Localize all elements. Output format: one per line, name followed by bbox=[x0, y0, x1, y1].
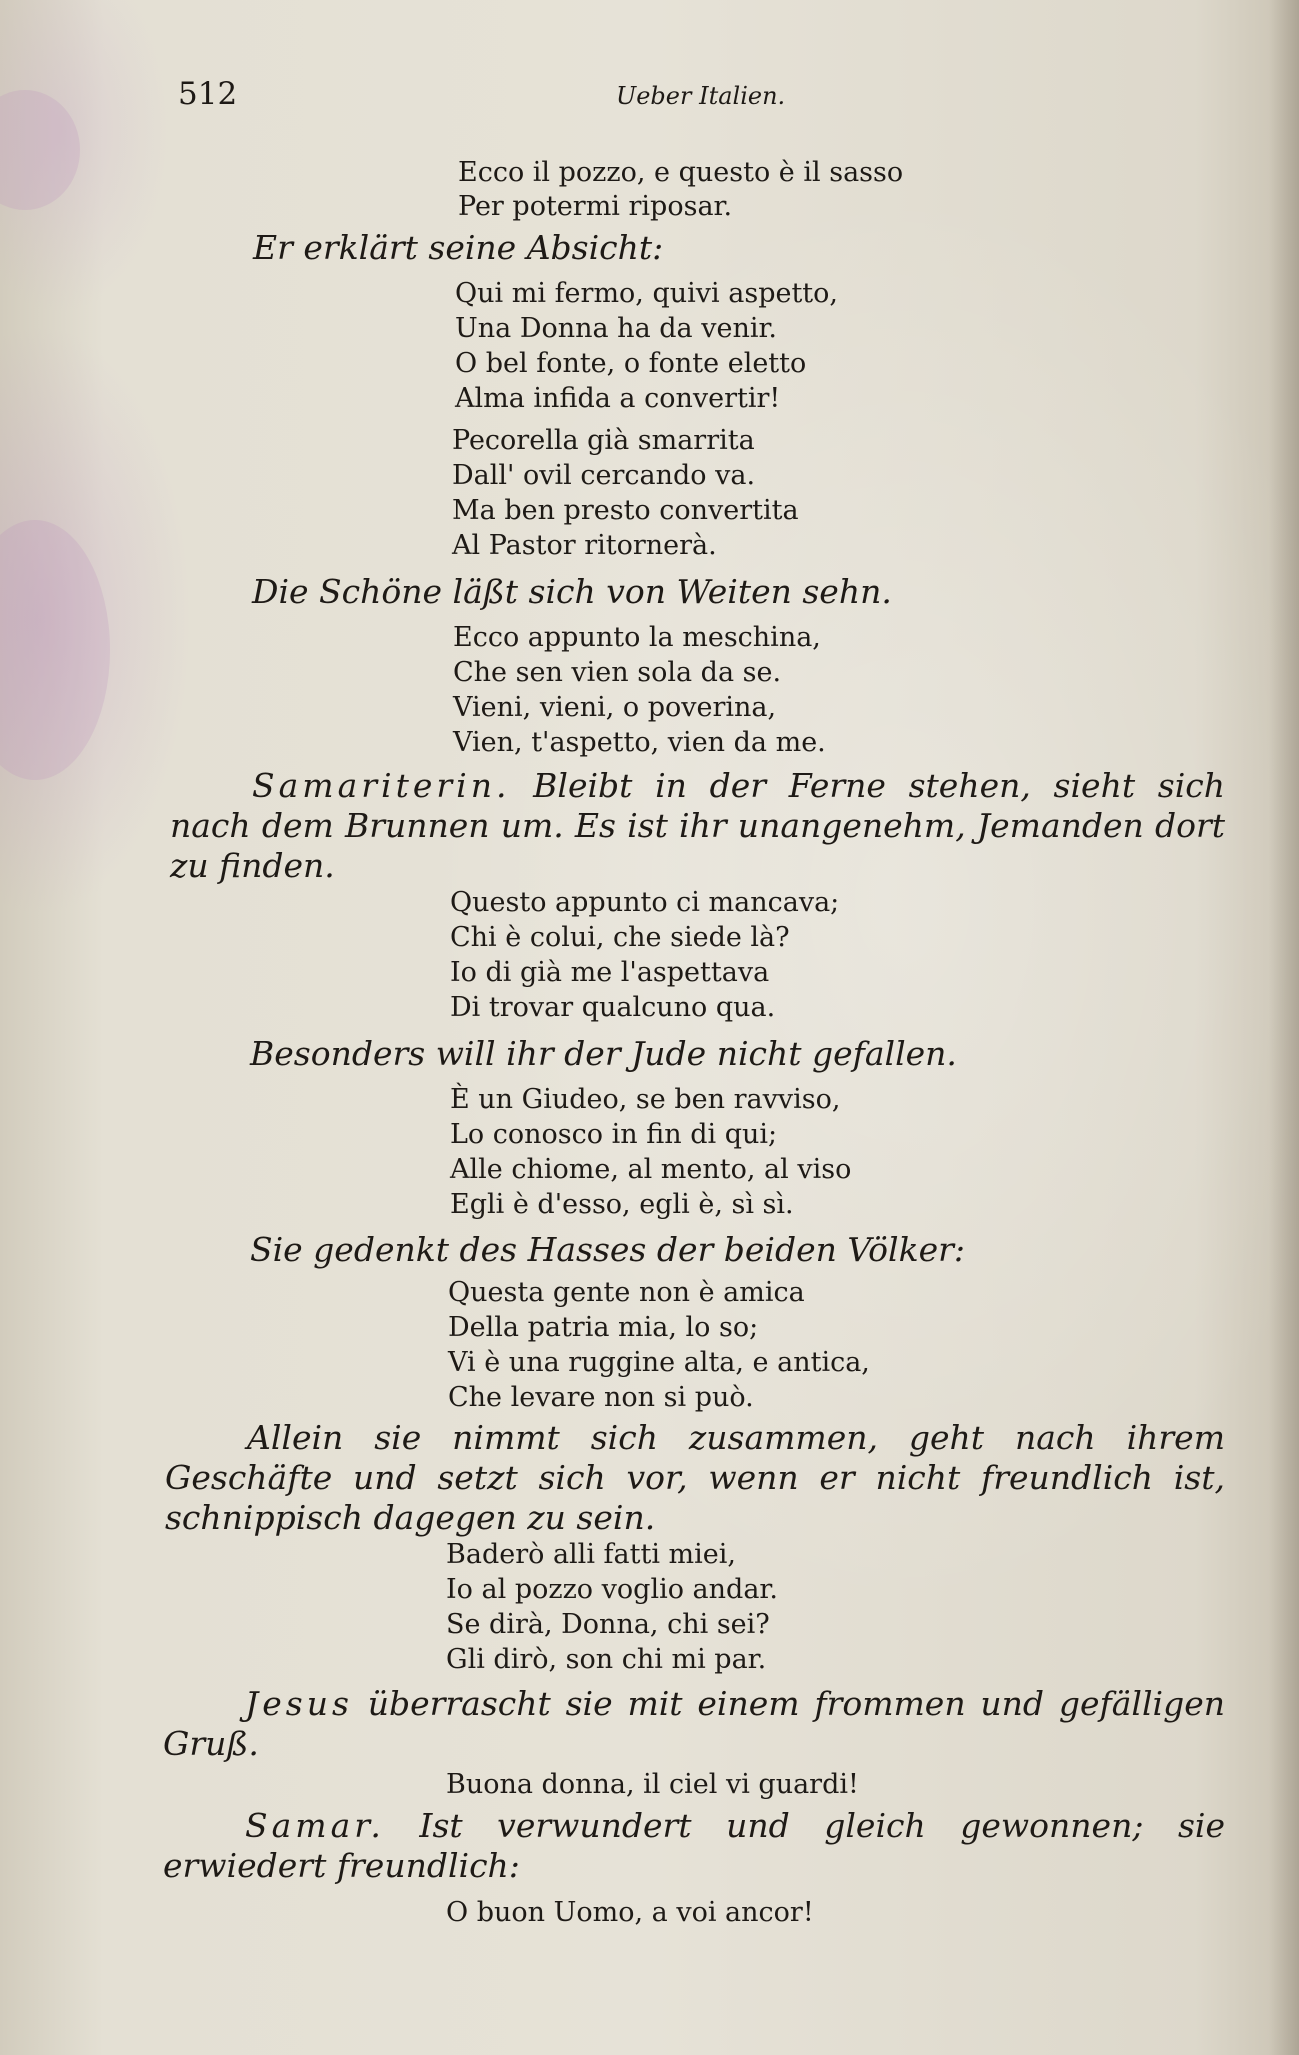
stage-direction-paragraph bbox=[163, 1684, 1225, 1764]
direction-text: Ist verwundert und gleich gewonnen; sie erwiedert freundlich: bbox=[163, 1806, 1225, 1885]
verse-line: Ecco appunto la meschina, bbox=[453, 622, 821, 653]
verse-line: Alle chiome, al mento, al viso bbox=[450, 1154, 852, 1185]
verse-line: Dall' ovil cercando va. bbox=[452, 460, 756, 491]
verse-line: O bel fonte, o fonte eletto bbox=[455, 348, 807, 379]
stage-direction-paragraph bbox=[170, 766, 1225, 886]
stage-direction: Die Schöne läßt sich von Weiten sehn. bbox=[252, 572, 892, 611]
verse-line: Baderò alli fatti miei, bbox=[446, 1539, 736, 1570]
verse-line: Alma infida a convertir! bbox=[455, 383, 781, 414]
verse-line: Qui mi fermo, quivi aspetto, bbox=[455, 278, 838, 309]
verse-line: Vieni, vieni, o poverina, bbox=[453, 692, 777, 723]
verse-line: Buona donna, il ciel vi guardi! bbox=[446, 1769, 859, 1800]
verse-line: Pecorella già smarrita bbox=[452, 425, 755, 456]
verse-line: Di trovar qualcuno qua. bbox=[450, 992, 776, 1023]
verse-line: Se dirà, Donna, chi sei? bbox=[446, 1609, 770, 1640]
verse-line: Lo conosco in fin di qui; bbox=[450, 1119, 778, 1150]
verse-line: Che levare non si può. bbox=[448, 1382, 754, 1413]
running-title: Ueber Italien. bbox=[616, 82, 786, 110]
direction-text: Bleibt in der Ferne stehen, sieht sich nach dem Brunnen um. Es ist ihr unangenehm, Jemanden dort zu finden. bbox=[170, 766, 1225, 885]
stage-direction-paragraph: Allein sie nimmt sich zusammen, geht nach ihrem Geschäfte und setzt sich vor, wenn er nicht freundlich ist, schnippisch dagegen zu sein. bbox=[165, 1418, 1225, 1537]
verse-line: Della patria mia, lo so; bbox=[448, 1312, 759, 1343]
speaker-name: Jesus bbox=[245, 1684, 353, 1723]
speaker-name: Samariterin. bbox=[252, 766, 511, 805]
stage-direction: Sie gedenkt des Hasses der beiden Völker: bbox=[250, 1230, 966, 1269]
verse-line: Vien, t'aspetto, vien da me. bbox=[453, 727, 826, 758]
verse-line: È un Giudeo, se ben ravviso, bbox=[450, 1084, 841, 1115]
verse-line: Che sen vien sola da se. bbox=[453, 657, 782, 688]
verse-line: Egli è d'esso, egli è, sì sì. bbox=[450, 1189, 794, 1220]
verse-line: Questa gente non è amica bbox=[448, 1277, 805, 1308]
verse-line: Vi è una ruggine alta, e antica, bbox=[448, 1347, 870, 1378]
page-number: 512 bbox=[178, 76, 238, 112]
verse-line: Ma ben presto convertita bbox=[452, 495, 799, 526]
verse-line: Per potermi riposar. bbox=[458, 191, 733, 222]
verse-line: Chi è colui, che siede là? bbox=[450, 922, 790, 953]
page-gutter-shadow bbox=[1269, 0, 1299, 2055]
verse-line: Al Pastor ritornerà. bbox=[452, 530, 717, 561]
ink-stain bbox=[0, 520, 110, 780]
verse-line: Io al pozzo voglio andar. bbox=[446, 1574, 778, 1605]
stage-direction: Er erklärt seine Absicht: bbox=[253, 228, 664, 267]
verse-line: O buon Uomo, a voi ancor! bbox=[446, 1897, 814, 1928]
verse-line: Gli dirò, son chi mi par. bbox=[446, 1644, 767, 1675]
verse-line: Questo appunto ci mancava; bbox=[450, 887, 840, 918]
speaker-name: Samar. bbox=[245, 1806, 385, 1845]
stage-direction: Besonders will ihr der Jude nicht gefallen. bbox=[250, 1034, 957, 1073]
verse-line: Ecco il pozzo, e questo è il sasso bbox=[458, 157, 904, 188]
stage-direction-paragraph bbox=[163, 1806, 1225, 1886]
direction-text: überrascht sie mit einem frommen und gefälligen Gruß. bbox=[163, 1684, 1225, 1763]
ink-stain bbox=[0, 90, 80, 210]
verse-line: Una Donna ha da venir. bbox=[455, 313, 777, 344]
verse-line: Io di già me l'aspettava bbox=[450, 957, 770, 988]
